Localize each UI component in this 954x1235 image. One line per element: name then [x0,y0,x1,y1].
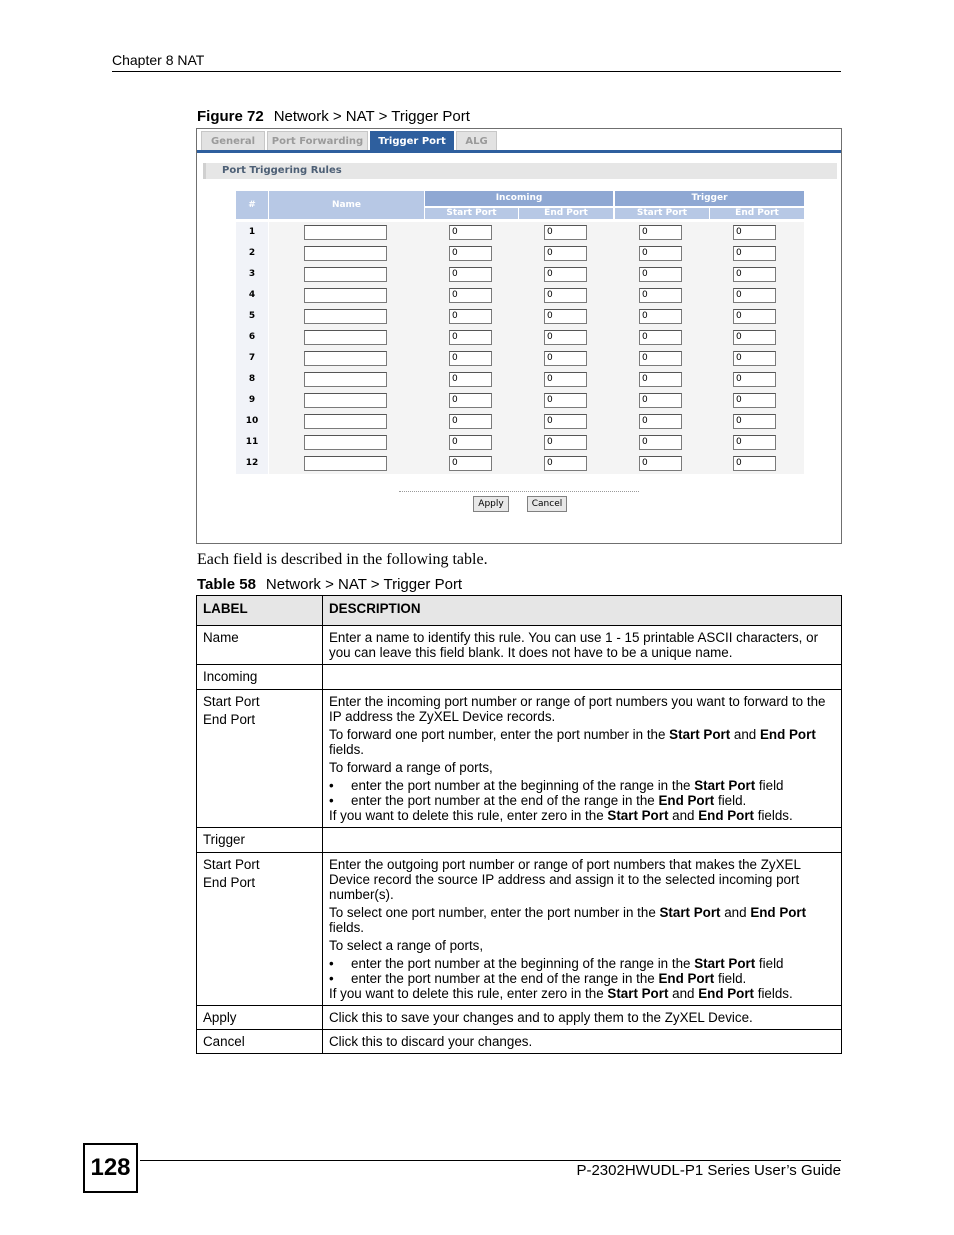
rule-number: 5 [236,306,268,327]
desc-paragraph: To forward one port number, enter the port number in the Start Port and End Port fields. [329,727,816,757]
col-trigger-header: Trigger [615,191,804,208]
field-description-table [196,595,842,1054]
rule-row [236,411,804,432]
col-incoming-start-header: Start Port [425,208,518,219]
incoming-end-port-field[interactable]: 0 [544,225,587,240]
rule-number: 11 [236,432,268,453]
rule-number: 12 [236,453,268,474]
rule-row [236,453,804,474]
tab-trigger-port[interactable]: Trigger Port [370,131,454,150]
bullet-item: • enter the port number at the end of the range in the End Port field. [329,793,835,808]
rule-row [236,369,804,390]
table-row [197,626,842,665]
name-field[interactable] [304,414,387,429]
name-field[interactable] [304,246,387,261]
row-label [197,690,323,828]
trigger-end-port-field[interactable]: 0 [733,288,776,303]
name-field[interactable] [304,288,387,303]
row-label: Trigger [197,828,323,853]
trigger-start-port-field[interactable]: 0 [639,393,682,408]
name-field[interactable] [304,267,387,282]
incoming-start-port-field[interactable]: 0 [449,372,492,387]
cancel-button[interactable]: Cancel [527,496,567,512]
table-caption [197,576,462,593]
trigger-end-port-field[interactable]: 0 [733,372,776,387]
name-field[interactable] [304,372,387,387]
desc-paragraph: If you want to delete this rule, enter zero in the Start Port and End Port fields. [329,986,793,1001]
incoming-end-port-field[interactable]: 0 [544,351,587,366]
rule-number: 7 [236,348,268,369]
trigger-start-port-field[interactable]: 0 [639,414,682,429]
tab-alg[interactable]: ALG [456,131,497,150]
bullet-item: • enter the port number at the beginning of the range in the Start Port field [329,778,835,793]
col-incoming-header: Incoming [425,191,613,208]
apply-button[interactable]: Apply [473,496,509,512]
incoming-end-port-field[interactable]: 0 [544,414,587,429]
col-trigger-start-header: Start Port [615,208,709,219]
rule-number: 4 [236,285,268,306]
trigger-end-port-field[interactable]: 0 [733,246,776,261]
divider [399,491,639,492]
desc-paragraph: To select one port number, enter the port number in the Start Port and End Port fields. [329,905,807,935]
footer-rule [140,1160,841,1161]
row-label: Name [197,626,323,665]
desc-bullets [329,778,835,808]
trigger-start-port-field[interactable]: 0 [639,351,682,366]
guide-title: P-2302HWUDL-P1 Series User’s Guide [576,1162,841,1179]
incoming-end-port-field[interactable]: 0 [544,435,587,450]
name-field[interactable] [304,393,387,408]
trigger-end-port-field[interactable]: 0 [733,414,776,429]
description-header: DESCRIPTION [323,596,842,626]
row-description [323,690,842,828]
table-row [197,853,842,1006]
label-line: Start Port [203,857,260,872]
rule-number: 10 [236,411,268,432]
row-label: Apply [197,1006,323,1030]
row-description: Click this to discard your changes. [323,1030,842,1054]
incoming-start-port-field[interactable]: 0 [449,288,492,303]
rule-number: 3 [236,264,268,285]
bullet-item: • enter the port number at the end of the range in the End Port field. [329,971,835,986]
desc-paragraph: Enter the outgoing port number or range of port numbers that makes the ZyXEL Device record the source IP address and assign it to the selected incoming port number(s). [329,857,801,902]
table-row [197,828,842,853]
desc-bullets [329,956,835,986]
rule-number: 6 [236,327,268,348]
incoming-end-port-field[interactable]: 0 [544,309,587,324]
rule-row [236,306,804,327]
rule-row [236,264,804,285]
tab-bar [197,129,841,153]
row-label: Cancel [197,1030,323,1054]
desc-paragraph: To forward a range of ports, [329,760,493,775]
table-header-row [197,596,842,626]
incoming-start-port-field[interactable]: 0 [449,393,492,408]
figure-caption [197,108,470,125]
trigger-start-port-field[interactable]: 0 [639,267,682,282]
incoming-end-port-field[interactable]: 0 [544,330,587,345]
page-number: 128 [83,1143,138,1193]
table-row [197,665,842,690]
col-name-header: Name [269,191,424,219]
intro-text: Each field is described in the following table. [197,551,488,568]
incoming-end-port-field[interactable]: 0 [544,288,587,303]
desc-paragraph: To select a range of ports, [329,938,484,953]
desc-paragraph: If you want to delete this rule, enter zero in the Start Port and End Port fields. [329,808,793,823]
name-field[interactable] [304,456,387,471]
incoming-end-port-field[interactable]: 0 [544,456,587,471]
incoming-start-port-field[interactable]: 0 [449,351,492,366]
running-header: Chapter 8 NAT [112,52,205,68]
row-description [323,828,842,853]
incoming-end-port-field[interactable]: 0 [544,393,587,408]
trigger-start-port-field[interactable]: 0 [639,246,682,261]
trigger-end-port-field[interactable]: 0 [733,351,776,366]
name-field[interactable] [304,309,387,324]
row-description: Click this to save your changes and to apply them to the ZyXEL Device. [323,1006,842,1030]
trigger-end-port-field[interactable]: 0 [733,456,776,471]
incoming-start-port-field[interactable]: 0 [449,435,492,450]
tab-general[interactable]: General [201,131,265,150]
row-description [323,665,842,690]
incoming-end-port-field[interactable]: 0 [544,246,587,261]
trigger-start-port-field[interactable]: 0 [639,330,682,345]
incoming-start-port-field[interactable]: 0 [449,456,492,471]
trigger-start-port-field[interactable]: 0 [639,225,682,240]
incoming-start-port-field[interactable]: 0 [449,330,492,345]
incoming-start-port-field[interactable]: 0 [449,414,492,429]
col-incoming-end-header: End Port [519,208,613,219]
rule-row [236,432,804,453]
figure-number: Figure 72 [197,108,264,125]
table-number: Table 58 [197,576,256,593]
trigger-end-port-field[interactable]: 0 [733,309,776,324]
trigger-end-port-field[interactable]: 0 [733,225,776,240]
trigger-start-port-field[interactable]: 0 [639,456,682,471]
trigger-start-port-field[interactable]: 0 [639,435,682,450]
name-field[interactable] [304,225,387,240]
bullet-item: • enter the port number at the beginning of the range in the Start Port field [329,956,835,971]
section-title: Port Triggering Rules [203,163,837,179]
label-line: Start Port [203,694,260,709]
table-row [197,690,842,828]
rule-row [236,243,804,264]
rule-number: 9 [236,390,268,411]
trigger-start-port-field[interactable]: 0 [639,372,682,387]
header-rule [112,71,841,72]
desc-paragraph: Enter the incoming port number or range of port numbers you want to forward to the IP address the ZyXEL Device records. [329,694,826,724]
table-row [197,1030,842,1054]
rule-row [236,222,804,243]
incoming-start-port-field[interactable]: 0 [449,267,492,282]
rule-row [236,390,804,411]
rule-row [236,327,804,348]
trigger-end-port-field[interactable]: 0 [733,435,776,450]
rule-row [236,285,804,306]
name-field[interactable] [304,351,387,366]
incoming-start-port-field[interactable]: 0 [449,309,492,324]
row-label [197,853,323,1006]
trigger-end-port-field[interactable]: 0 [733,330,776,345]
label-line: End Port [203,875,256,890]
row-label: Incoming [197,665,323,690]
incoming-end-port-field[interactable]: 0 [544,372,587,387]
row-description [323,853,842,1006]
trigger-start-port-field[interactable]: 0 [639,288,682,303]
col-trigger-end-header: End Port [710,208,804,219]
name-field[interactable] [304,435,387,450]
trigger-end-port-field[interactable]: 0 [733,267,776,282]
trigger-port-screenshot [196,128,842,544]
figure-title: Network > NAT > Trigger Port [273,108,470,125]
incoming-end-port-field[interactable]: 0 [544,267,587,282]
trigger-start-port-field[interactable]: 0 [639,309,682,324]
rule-number: 2 [236,243,268,264]
tab-port-forwarding[interactable]: Port Forwarding [267,131,368,150]
incoming-start-port-field[interactable]: 0 [449,246,492,261]
rule-row [236,348,804,369]
name-field[interactable] [304,330,387,345]
trigger-end-port-field[interactable]: 0 [733,393,776,408]
table-title: Network > NAT > Trigger Port [265,576,463,593]
col-index-header: # [236,191,268,219]
label-header: LABEL [197,596,323,626]
rule-number: 8 [236,369,268,390]
table-row [197,1006,842,1030]
rule-number: 1 [236,222,268,243]
incoming-start-port-field[interactable]: 0 [449,225,492,240]
label-line: End Port [203,712,256,727]
row-description: Enter a name to identify this rule. You can use 1 - 15 printable ASCII characters, or you can leave this field blank. It does not have to be a unique name. [323,626,842,665]
